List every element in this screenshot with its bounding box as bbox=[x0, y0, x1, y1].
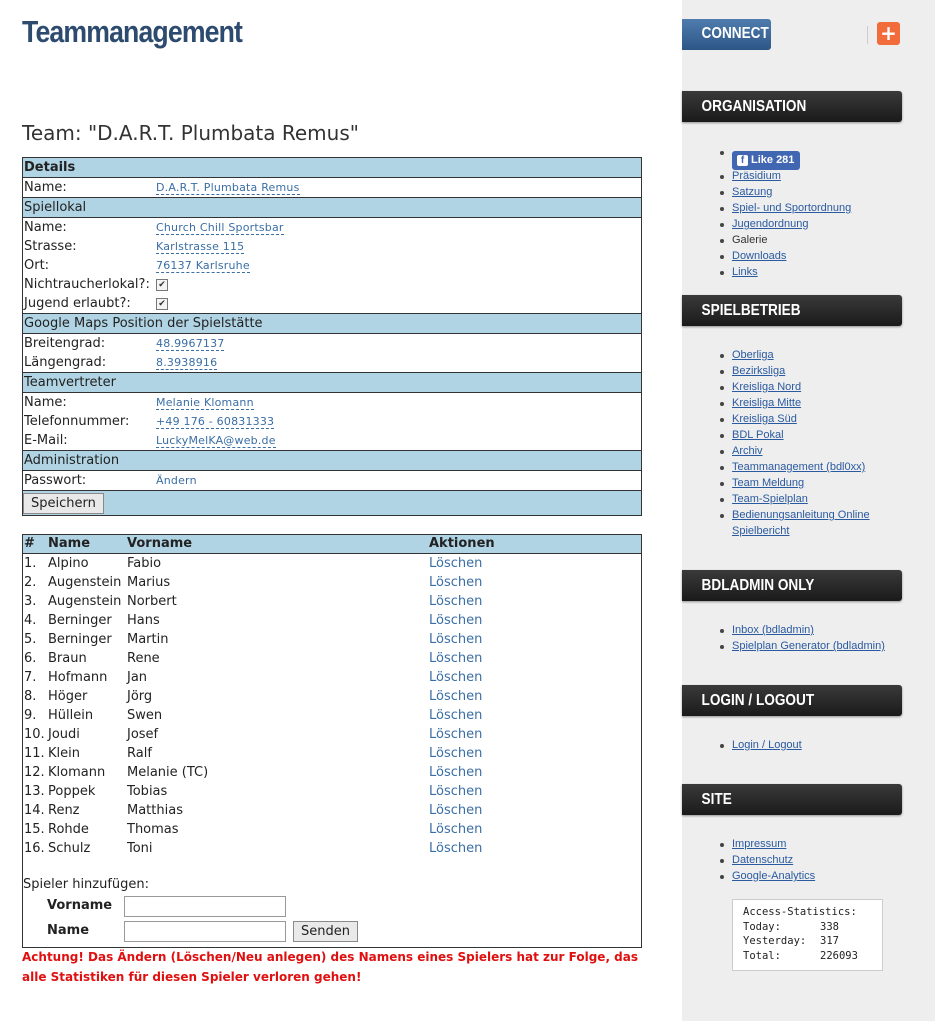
table-row bbox=[23, 744, 641, 763]
players-table bbox=[23, 535, 641, 858]
delete-player-link[interactable]: Löschen bbox=[429, 841, 483, 856]
table-row bbox=[23, 687, 641, 706]
add-first-name-input[interactable] bbox=[124, 896, 286, 917]
delete-player-link[interactable]: Löschen bbox=[429, 784, 483, 799]
sidebar-header-site: SITE bbox=[682, 784, 902, 815]
facebook-icon: f bbox=[737, 155, 748, 166]
sidebar-item bbox=[732, 737, 802, 753]
section-representative: Teamvertreter bbox=[23, 373, 642, 393]
sidebar-item bbox=[732, 347, 897, 363]
site-links bbox=[732, 836, 815, 884]
table-row bbox=[23, 668, 641, 687]
organisation-link[interactable]: Jugendordnung bbox=[732, 218, 809, 230]
section-details: Details bbox=[23, 158, 642, 178]
send-button[interactable]: Senden bbox=[293, 921, 358, 942]
phone-label: Telefonnummer: bbox=[24, 414, 130, 429]
table-row bbox=[23, 592, 641, 611]
sidebar-header-login: LOGIN / LOGOUT bbox=[682, 685, 902, 716]
sidebar-item bbox=[732, 852, 815, 868]
sidebar-item bbox=[732, 411, 897, 427]
player-name: Klein bbox=[48, 746, 80, 761]
longitude-label: Längengrad: bbox=[24, 355, 107, 370]
player-name: Augenstein bbox=[48, 575, 122, 590]
rep-name-label: Name: bbox=[24, 395, 67, 410]
sidebar bbox=[682, 0, 935, 1021]
stats-today-value: 338 bbox=[820, 920, 839, 933]
player-name: Joudi bbox=[48, 727, 80, 742]
organisation-link[interactable]: Präsidium bbox=[732, 170, 781, 182]
sidebar-item bbox=[732, 507, 897, 539]
player-number: 8. bbox=[24, 689, 37, 704]
player-first-name: Jörg bbox=[127, 689, 153, 704]
team-name-field[interactable]: D.A.R.T. Plumbata Remus bbox=[156, 181, 300, 194]
player-first-name: Swen bbox=[127, 708, 163, 723]
login-links bbox=[732, 737, 802, 753]
sidebar-item bbox=[732, 868, 815, 884]
delete-player-link[interactable]: Löschen bbox=[429, 594, 483, 609]
player-name: Berninger bbox=[48, 613, 112, 628]
table-row bbox=[23, 820, 641, 839]
player-name: Hüllein bbox=[48, 708, 94, 723]
sidebar-item bbox=[732, 622, 885, 638]
sidebar-item bbox=[732, 232, 851, 248]
player-number: 5. bbox=[24, 632, 37, 647]
player-number: 14. bbox=[24, 803, 45, 818]
sidebar-item bbox=[732, 168, 851, 184]
add-first-name-label: Vorname bbox=[47, 898, 113, 913]
email-field[interactable]: LuckyMelKA@web.de bbox=[156, 434, 276, 447]
stats-title: Access-Statistics: bbox=[743, 906, 857, 918]
player-first-name: Martin bbox=[127, 632, 169, 647]
col-number: # bbox=[23, 535, 47, 554]
player-number: 3. bbox=[24, 594, 37, 609]
player-first-name: Rene bbox=[127, 651, 160, 666]
longitude-field[interactable]: 8.3938916 bbox=[156, 356, 218, 369]
street-label: Strasse: bbox=[24, 239, 77, 254]
site-link[interactable]: Datenschutz bbox=[732, 854, 794, 866]
player-number: 11. bbox=[24, 746, 45, 761]
player-number: 10. bbox=[24, 727, 45, 742]
spielbetrieb-link[interactable]: Bezirksliga bbox=[732, 365, 786, 377]
change-password-link[interactable]: Ändern bbox=[156, 474, 197, 487]
city-field[interactable]: 76137 Karlsruhe bbox=[156, 259, 250, 272]
access-statistics bbox=[732, 899, 883, 971]
organisation-link: Galerie bbox=[732, 234, 768, 246]
player-number: 7. bbox=[24, 670, 37, 685]
venue-name-field[interactable]: Church Chill Sportsbar bbox=[156, 221, 284, 234]
player-name: Hofmann bbox=[48, 670, 108, 685]
sidebar-item bbox=[732, 427, 897, 443]
stats-total-value: 226093 bbox=[820, 949, 858, 962]
stats-yesterday-label: Yesterday: bbox=[743, 935, 807, 947]
delete-player-link[interactable]: Löschen bbox=[429, 689, 483, 704]
spielbetrieb-link[interactable]: Kreisliga Süd bbox=[732, 413, 797, 425]
add-name-label: Name bbox=[47, 923, 90, 938]
player-first-name: Fabio bbox=[127, 556, 162, 571]
spielbetrieb-links bbox=[732, 347, 897, 539]
sidebar-item bbox=[732, 216, 851, 232]
player-name: Renz bbox=[48, 803, 80, 818]
spielbetrieb-link[interactable]: Bedienungsanleitung Online Spielbericht bbox=[732, 509, 870, 537]
player-name: Braun bbox=[48, 651, 87, 666]
plus-icon[interactable]: + bbox=[877, 22, 900, 45]
stats-yesterday-value: 317 bbox=[820, 935, 839, 947]
player-first-name: Hans bbox=[127, 613, 160, 628]
team-details-table bbox=[22, 157, 642, 516]
site-link[interactable]: Impressum bbox=[732, 838, 787, 850]
player-number: 15. bbox=[24, 822, 45, 837]
player-number: 13. bbox=[24, 784, 45, 799]
page-title: Team: "D.A.R.T. Plumbata Remus" bbox=[22, 121, 359, 145]
organisation-link[interactable]: Spiel- und Sportordnung bbox=[732, 202, 852, 214]
phone-field[interactable]: +49 176 - 60831333 bbox=[156, 415, 275, 428]
spielbetrieb-link[interactable]: Teammanagement (bdl0xx) bbox=[732, 461, 866, 473]
player-first-name: Josef bbox=[127, 727, 159, 742]
player-name: Alpino bbox=[48, 556, 89, 571]
stats-total-label: Total: bbox=[743, 949, 781, 962]
table-row bbox=[23, 801, 641, 820]
player-name: Poppek bbox=[48, 784, 96, 799]
city-label: Ort: bbox=[24, 258, 50, 273]
bdladmin-link[interactable]: Spielplan Generator (bdladmin) bbox=[732, 640, 885, 652]
sidebar-item bbox=[732, 836, 815, 852]
warning-text: Achtung! Das Ändern (Löschen/Neu anlegen) des Namens eines Spielers hat zur Folge, das alle Statistiken für diesen Spieler verloren gehen! bbox=[22, 950, 639, 984]
sidebar-item bbox=[732, 184, 851, 200]
delete-player-link[interactable]: Löschen bbox=[429, 746, 483, 761]
rep-name-field[interactable]: Melanie Klomann bbox=[156, 396, 254, 409]
sidebar-item bbox=[732, 395, 897, 411]
sidebar-item bbox=[732, 459, 897, 475]
facebook-like-label: Like 281 bbox=[751, 154, 795, 166]
organisation-link[interactable]: Links bbox=[732, 266, 758, 278]
email-label: E-Mail: bbox=[24, 433, 68, 448]
section-venue: Spiellokal bbox=[23, 198, 642, 218]
delete-player-link[interactable]: Löschen bbox=[429, 651, 483, 666]
site-title[interactable]: Teammanagement bbox=[22, 14, 243, 49]
street-field[interactable]: Karlstrasse 115 bbox=[156, 240, 245, 253]
table-row bbox=[23, 839, 641, 858]
youth-label: Jugend erlaubt?: bbox=[24, 296, 131, 311]
delete-player-link[interactable]: Löschen bbox=[429, 708, 483, 723]
player-name: Höger bbox=[48, 689, 88, 704]
player-name: Klomann bbox=[48, 765, 106, 780]
sidebar-item bbox=[732, 264, 851, 280]
spielbetrieb-link[interactable]: Team-Spielplan bbox=[732, 493, 808, 505]
sidebar-header-organisation: ORGANISATION bbox=[682, 91, 902, 122]
connect-button[interactable] bbox=[682, 19, 771, 50]
player-number: 4. bbox=[24, 613, 37, 628]
player-first-name: Toni bbox=[127, 841, 153, 856]
delete-player-link[interactable]: Löschen bbox=[429, 727, 483, 742]
organisation-link[interactable]: Satzung bbox=[732, 186, 773, 198]
connect-label: CONNECT bbox=[701, 25, 769, 42]
delete-player-link[interactable]: Löschen bbox=[429, 803, 483, 818]
sidebar-item bbox=[732, 379, 897, 395]
nonsmoking-checkbox[interactable]: ✔ bbox=[156, 279, 168, 291]
player-name: Schulz bbox=[48, 841, 91, 856]
player-first-name: Tobias bbox=[127, 784, 168, 799]
table-row bbox=[23, 763, 641, 782]
section-maps: Google Maps Position der Spielstätte bbox=[23, 314, 642, 334]
table-row bbox=[23, 573, 641, 592]
youth-checkbox[interactable]: ✔ bbox=[156, 298, 168, 310]
player-name: Augenstein bbox=[48, 594, 122, 609]
save-button[interactable]: Speichern bbox=[23, 493, 104, 514]
latitude-label: Breitengrad: bbox=[24, 336, 106, 351]
password-label: Passwort: bbox=[24, 473, 87, 488]
sidebar-item bbox=[732, 443, 897, 459]
table-row bbox=[23, 630, 641, 649]
player-first-name: Marius bbox=[127, 575, 171, 590]
sidebar-header-spielbetrieb: SPIELBETRIEB bbox=[682, 295, 902, 326]
spielbetrieb-link[interactable]: Archiv bbox=[732, 445, 763, 457]
sidebar-header-bdladmin: BDLADMIN ONLY bbox=[682, 570, 902, 601]
table-row bbox=[23, 725, 641, 744]
add-player-title: Spieler hinzufügen: bbox=[23, 877, 150, 892]
organisation-links bbox=[732, 168, 851, 280]
sidebar-item bbox=[732, 475, 897, 491]
spielbetrieb-link[interactable]: Kreisliga Mitte bbox=[732, 397, 802, 409]
delete-player-link[interactable]: Löschen bbox=[429, 765, 483, 780]
sidebar-item bbox=[732, 491, 897, 507]
player-first-name: Norbert bbox=[127, 594, 177, 609]
nonsmoking-label: Nichtraucherlokal?: bbox=[24, 277, 150, 292]
table-row bbox=[23, 554, 641, 574]
stats-today-label: Today: bbox=[743, 920, 781, 933]
player-number: 2. bbox=[24, 575, 37, 590]
table-row bbox=[23, 649, 641, 668]
players-box bbox=[22, 534, 642, 948]
bdladmin-link[interactable]: Inbox (bdladmin) bbox=[732, 624, 814, 636]
divider bbox=[867, 26, 868, 44]
player-first-name: Jan bbox=[127, 670, 148, 685]
team-name-label: Name: bbox=[24, 180, 67, 195]
spielbetrieb-link[interactable]: BDL Pokal bbox=[732, 429, 784, 441]
sidebar-item bbox=[732, 638, 885, 654]
delete-player-link[interactable]: Löschen bbox=[429, 632, 483, 647]
spielbetrieb-link[interactable]: Kreisliga Nord bbox=[732, 381, 802, 393]
col-actions: Aktionen bbox=[428, 535, 641, 554]
login-link[interactable]: Login / Logout bbox=[732, 739, 802, 751]
player-name: Berninger bbox=[48, 632, 112, 647]
delete-player-link[interactable]: Löschen bbox=[429, 575, 483, 590]
venue-name-label: Name: bbox=[24, 220, 67, 235]
table-row bbox=[23, 706, 641, 725]
delete-player-link[interactable]: Löschen bbox=[429, 613, 483, 628]
sidebar-item bbox=[732, 200, 851, 216]
player-first-name: Matthias bbox=[127, 803, 183, 818]
player-number: 1. bbox=[24, 556, 37, 571]
spielbetrieb-link[interactable]: Team Meldung bbox=[732, 477, 805, 489]
col-name: Name bbox=[47, 535, 126, 554]
latitude-field[interactable]: 48.9967137 bbox=[156, 337, 225, 350]
player-number: 9. bbox=[24, 708, 37, 723]
player-first-name: Ralf bbox=[127, 746, 152, 761]
delete-player-link[interactable]: Löschen bbox=[429, 556, 483, 571]
player-first-name: Thomas bbox=[127, 822, 179, 837]
player-first-name: Melanie (TC) bbox=[127, 765, 209, 780]
player-number: 16. bbox=[24, 841, 45, 856]
spielbetrieb-link[interactable]: Oberliga bbox=[732, 349, 774, 361]
table-row bbox=[23, 611, 641, 630]
player-number: 12. bbox=[24, 765, 45, 780]
col-first-name: Vorname bbox=[126, 535, 428, 554]
section-administration: Administration bbox=[23, 451, 642, 471]
table-row bbox=[23, 782, 641, 801]
delete-player-link[interactable]: Löschen bbox=[429, 822, 483, 837]
sidebar-item bbox=[732, 363, 897, 379]
player-name: Rohde bbox=[48, 822, 89, 837]
sidebar-item bbox=[732, 248, 851, 264]
site-link[interactable]: Google-Analytics bbox=[732, 870, 816, 882]
delete-player-link[interactable]: Löschen bbox=[429, 670, 483, 685]
player-number: 6. bbox=[24, 651, 37, 666]
organisation-link[interactable]: Downloads bbox=[732, 250, 787, 262]
add-name-input[interactable] bbox=[124, 921, 286, 942]
bdladmin-links bbox=[732, 622, 885, 654]
